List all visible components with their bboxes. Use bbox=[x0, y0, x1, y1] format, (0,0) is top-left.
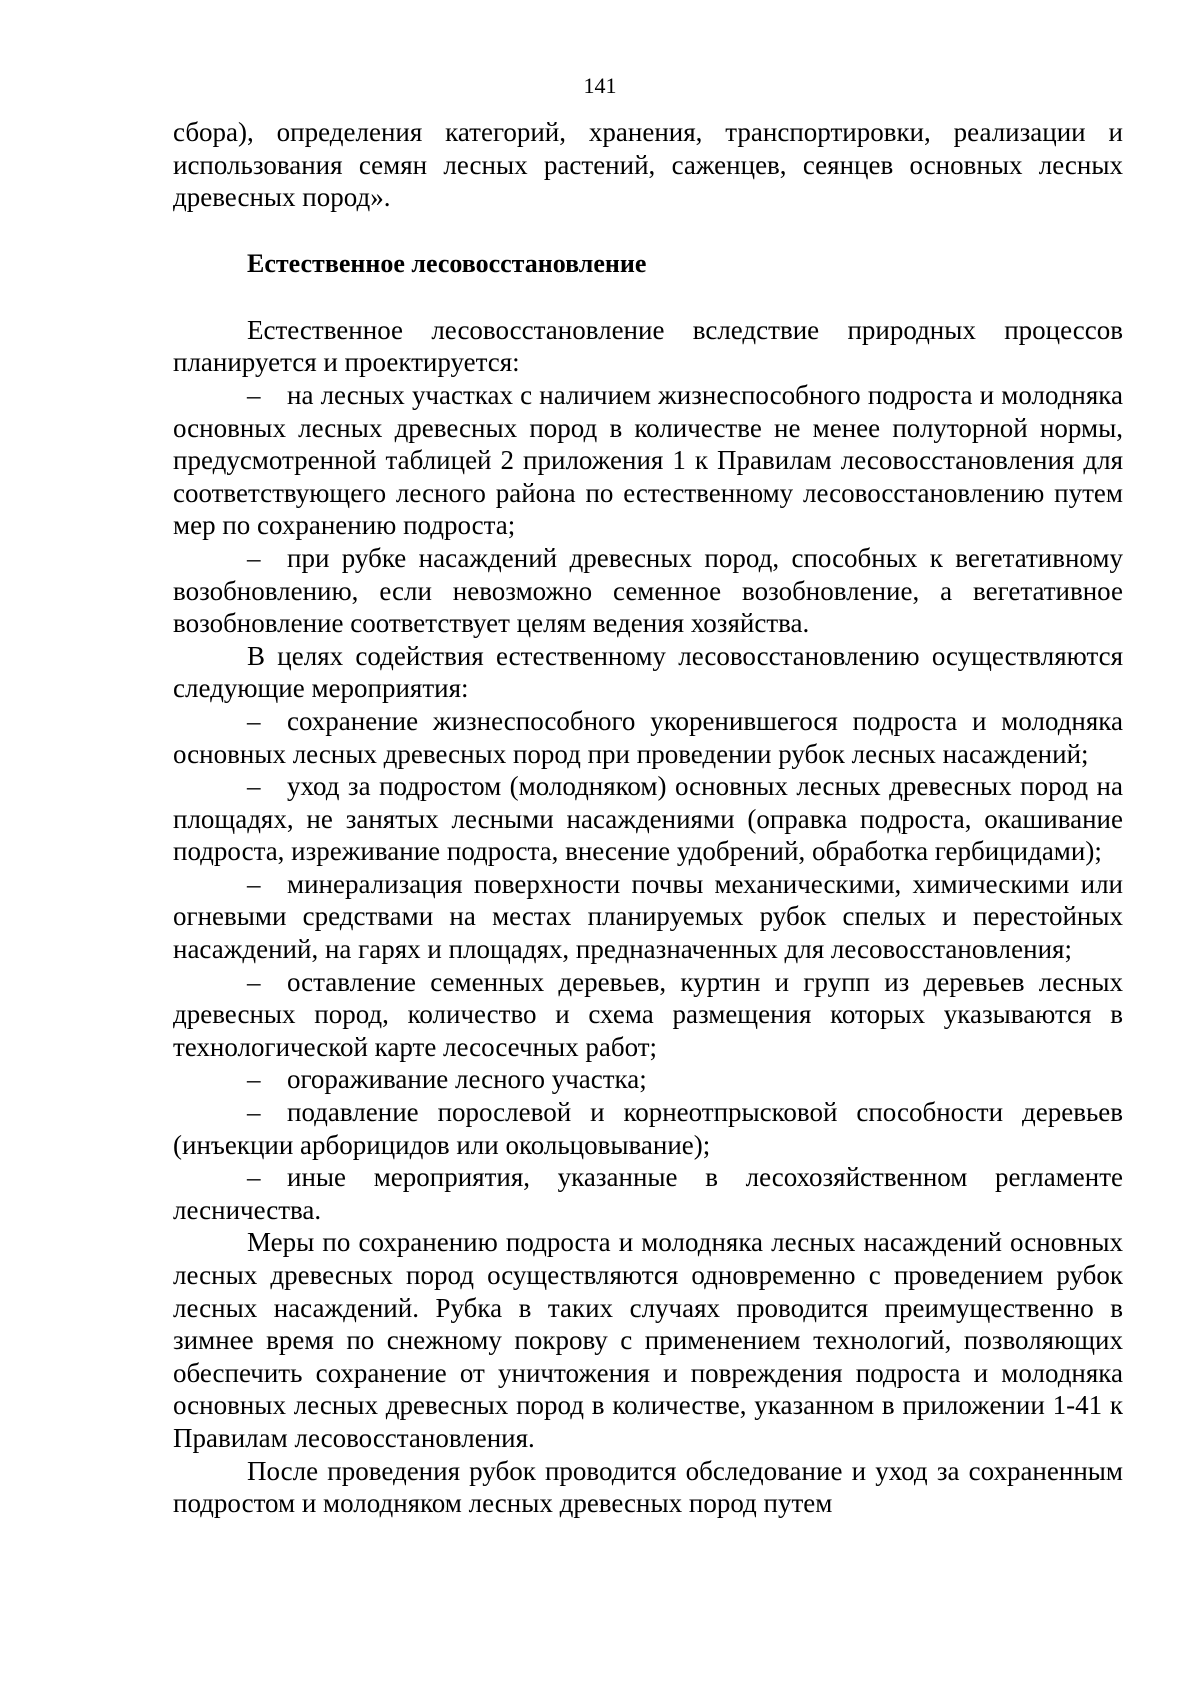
intro-paragraph-1: Естественное лесовосстановление вследствие природных процессов планируется и проектируется: bbox=[173, 314, 1123, 378]
document-body bbox=[173, 116, 1123, 1520]
list-item bbox=[173, 770, 1123, 868]
list-item-text: иные мероприятия, указанные в лесохозяйственном регламенте лесничества. bbox=[173, 1162, 1123, 1225]
dash-marker: – bbox=[247, 705, 261, 736]
list-item bbox=[173, 705, 1123, 770]
list-item-text: на лесных участках с наличием жизнеспособного подроста и молодняка основных лесных древесных пород в количестве не менее полуторной нормы, предусмотренной таблицей 2 приложения 1 к Правилам лесовосстановления для соответствующего лесного района по естественному лесовосстановлению путем мер по сохранению подроста; bbox=[173, 379, 1123, 541]
page-number: 141 bbox=[583, 73, 617, 98]
list-item bbox=[173, 1063, 1123, 1096]
paragraph-4: После проведения рубок проводится обследование и уход за сохраненным подростом и молодняком лесных древесных пород путем bbox=[173, 1455, 1123, 1519]
paragraph-3: Меры по сохранению подроста и молодняка лесных насаждений основных лесных древесных пород осуществляются одновременно с проведением рубок лесных насаждений. Рубка в таких случаях проводится преимущественно в зимнее время по снежному покрову с применением технологий, позволяющих обеспечить сохранение от уничтожения и повреждения подроста и молодняка основных лесных древесных пород в количестве, указанном в приложении 1-41 к Правилам лесовосстановления. bbox=[173, 1227, 1123, 1453]
list-item-text: оставление семенных деревьев, куртин и групп из деревьев лесных древесных пород, количество и схема размещения которых указываются в технологической карте лесосечных работ; bbox=[173, 966, 1123, 1062]
list-item-text: при рубке насаждений древесных пород, способных к вегетативному возобновлению, если невозможно семенное возобновление, а вегетативное возобновление соответствует целям ведения хозяйства. bbox=[173, 542, 1123, 639]
list-item bbox=[173, 542, 1123, 640]
list-item bbox=[173, 868, 1123, 966]
dash-marker: – bbox=[247, 379, 261, 410]
dash-marker: – bbox=[247, 1162, 261, 1193]
list-item bbox=[173, 1096, 1123, 1161]
dash-marker: – bbox=[247, 771, 261, 802]
dash-marker: – bbox=[247, 542, 261, 573]
dash-marker: – bbox=[247, 966, 261, 997]
list-item-text: сохранение жизнеспособного укоренившегося подроста и молодняка основных лесных древесных пород при проведении рубок лесных насаждений; bbox=[173, 705, 1123, 769]
lead-paragraph: сбора), определения категорий, хранения, транспортировки, реализации и использования семян лесных растений, саженцев, сеянцев основных лесных древесных пород». bbox=[173, 117, 1123, 213]
list-item-text: огораживание лесного участка; bbox=[287, 1064, 647, 1095]
dash-marker: – bbox=[247, 868, 261, 899]
dash-marker: – bbox=[247, 1064, 261, 1095]
list-item-text: подавление порослевой и корнеотпрысковой способности деревьев (инъекции арборицидов или окольцовывание); bbox=[173, 1097, 1123, 1160]
list-item-text: минерализация поверхности почвы механическими, химическими или огневыми средствами на местах планируемых рубок спелых и перестойных насаждений, на гарях и площадях, предназначенных для лесовосстановления; bbox=[173, 868, 1123, 965]
list-item bbox=[173, 966, 1123, 1064]
list-item bbox=[173, 1161, 1123, 1226]
list-item bbox=[173, 379, 1123, 542]
intro-paragraph-2: В целях содействия естественному лесовосстановлению осуществляются следующие мероприятия: bbox=[173, 640, 1123, 704]
dash-marker: – bbox=[247, 1097, 261, 1128]
list-item-text: уход за подростом (молодняком) основных лесных древесных пород на площадях, не занятых лесными насаждениями (оправка подроста, окашивание подроста, изреживание подроста, внесение удобрений, обработка гербицидами); bbox=[173, 771, 1123, 867]
section-heading: Естественное лесовосстановление bbox=[247, 248, 647, 278]
